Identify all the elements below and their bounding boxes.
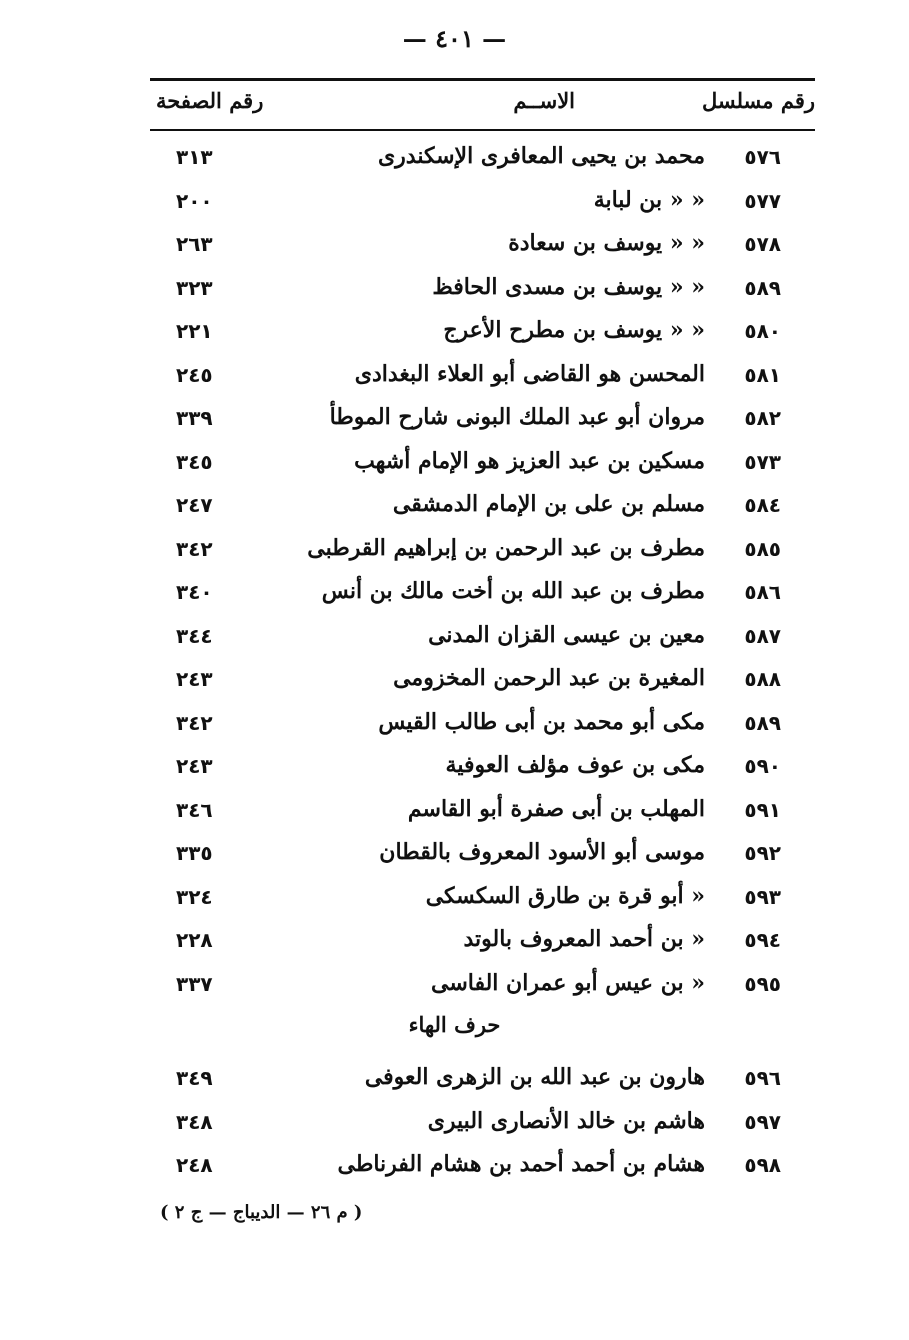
entry-name: المهلب بن أبى صفرة أبو القاسم [407,795,705,822]
name-column-header: الاســم [513,88,575,113]
entry-serial-number: ٥٨٦ [744,580,781,604]
index-entry-row [150,185,815,229]
entry-name: « « يوسف بن سعادة [508,230,705,256]
entry-name: مكى أبو محمد بن أبى طالب القيس [378,708,705,735]
page-footer-signature: ( م ٢٦ — الديباج — ج ٢ ) [160,1202,363,1223]
entry-page-number: ٣٣٩ [176,406,213,430]
entry-page-number: ٣٤٢ [176,536,213,561]
entry-name: مسكين بن عبد العزيز هو الإمام أشهب [354,447,705,474]
entry-page-number: ٢٢١ [176,319,213,343]
entry-page-number: ٢٤٥ [176,362,213,387]
entry-serial-number: ٥٨١ [744,362,781,387]
entry-page-number: ٢٠٠ [176,188,213,213]
entry-name: هشام بن أحمد أحمد بن هشام الفرناطى [337,1151,705,1177]
index-entry-row [150,576,815,620]
index-entry-row [150,968,815,1012]
entry-serial-number: ٥٨٠ [744,319,781,343]
index-entry-row [150,707,815,751]
entry-serial-number: ٥٨٩ [744,710,781,735]
entry-serial-number: ٥٩٨ [744,1153,781,1177]
entry-page-number: ٣٢٣ [176,275,213,300]
entry-page-number: ٣٤٠ [176,580,213,604]
entry-serial-number: ٥٩٤ [744,928,781,952]
index-entry-row [150,794,815,838]
header-top-rule [150,78,815,81]
entry-page-number: ٢٤٨ [176,1153,213,1177]
entry-name: مسلم بن على بن الإمام الدمشقى [392,491,705,517]
entry-serial-number: ٥٩١ [744,797,781,822]
entry-page-number: ٢٦٣ [176,232,213,256]
entry-name: محمد بن يحيى المعافرى الإسكندرى [377,143,705,169]
serial-column-header: رقم مسلسل [701,88,815,113]
index-entry-row [150,924,815,968]
entry-serial-number: ٥٨٩ [744,275,781,300]
entry-serial-number: ٥٨٨ [744,667,781,691]
entry-name: مكى بن عوف مؤلف العوفية [445,752,705,778]
entry-name: « أبو قرة بن طارق السكسكى [425,882,705,909]
index-entry-row [150,533,815,577]
entry-name: « بن عيس أبو عمران الفاسى [430,969,705,996]
index-entries-ha-list [150,1062,815,1193]
index-entries-list [150,141,815,1011]
entry-serial-number: ٥٧٣ [744,449,781,474]
index-table-header [150,88,815,124]
index-entry-row [150,663,815,707]
index-entry-row [150,837,815,881]
entry-page-number: ٣٣٧ [176,971,213,996]
entry-serial-number: ٥٩٢ [744,841,781,865]
entry-serial-number: ٥٩٣ [744,884,781,909]
index-entry-row [150,489,815,533]
entry-name: هارون بن عبد الله بن الزهرى العوفى [364,1064,705,1090]
index-entry-row [150,228,815,272]
entry-page-number: ٣٤٨ [176,1109,213,1134]
entry-page-number: ٣٤٦ [176,797,213,822]
index-entry-row [150,141,815,185]
entry-name: معين بن عيسى القزان المدنى [428,621,705,648]
entry-serial-number: ٥٩٧ [744,1109,781,1134]
index-entry-row [150,1149,815,1193]
entry-name: « « يوسف بن مسدى الحافظ [432,273,705,300]
header-bottom-rule [150,129,815,131]
entry-page-number: ٣١٣ [176,145,213,169]
section-heading: حرف الهاء [408,1012,501,1037]
entry-serial-number: ٥٨٤ [744,493,781,517]
entry-page-number: ٢٤٣ [176,754,213,778]
entry-name: موسى أبو الأسود المعروف بالقطان [379,839,705,865]
page-number: — ٤٠١ — [402,24,507,53]
entry-name: المحسن هو القاضى أبو العلاء البغدادى [354,360,705,387]
entry-serial-number: ٥٨٧ [744,623,781,648]
index-entry-row [150,359,815,403]
index-entry-row [150,750,815,794]
index-entry-row [150,881,815,925]
entry-serial-number: ٥٩٥ [744,971,781,996]
entry-name: هاشم بن خالد الأنصارى البيرى [427,1107,705,1134]
entry-serial-number: ٥٨٥ [744,536,781,561]
entry-page-number: ٢٢٨ [176,928,213,952]
entry-page-number: ٣٣٥ [176,841,213,865]
index-entry-row [150,1062,815,1106]
entry-serial-number: ٥٧٨ [744,232,781,256]
entry-serial-number: ٥٩٠ [744,754,781,778]
entry-name: المغيرة بن عبد الرحمن المخزومى [393,665,705,691]
entry-page-number: ٣٤٩ [176,1066,213,1090]
page-column-header: رقم الصفحة [156,88,264,113]
entry-serial-number: ٥٧٦ [744,145,781,169]
entry-name: مطرف بن عبد الرحمن بن إبراهيم القرطبى [307,534,705,561]
entry-name: مروان أبو عبد الملك البونى شارح الموطأ [329,404,705,430]
entry-serial-number: ٥٩٦ [744,1066,781,1090]
entry-page-number: ٢٤٧ [176,493,213,517]
entry-page-number: ٣٤٤ [176,623,213,648]
entry-name: « « يوسف بن مطرح الأعرج [443,317,705,343]
entry-serial-number: ٥٧٧ [744,188,781,213]
index-entry-row [150,402,815,446]
entry-page-number: ٢٤٣ [176,667,213,691]
entry-name: « بن أحمد المعروف بالوتد [463,926,705,952]
entry-name: « « بن لبابة [593,186,705,213]
index-entry-row [150,620,815,664]
index-entry-row [150,272,815,316]
entry-page-number: ٣٤٢ [176,710,213,735]
index-entry-row [150,446,815,490]
index-entry-row [150,1106,815,1150]
entry-name: مطرف بن عبد الله بن أخت مالك بن أنس [321,578,705,604]
entry-serial-number: ٥٨٢ [744,406,781,430]
entry-page-number: ٣٢٤ [176,884,213,909]
entry-page-number: ٣٤٥ [176,449,213,474]
index-entry-row [150,315,815,359]
